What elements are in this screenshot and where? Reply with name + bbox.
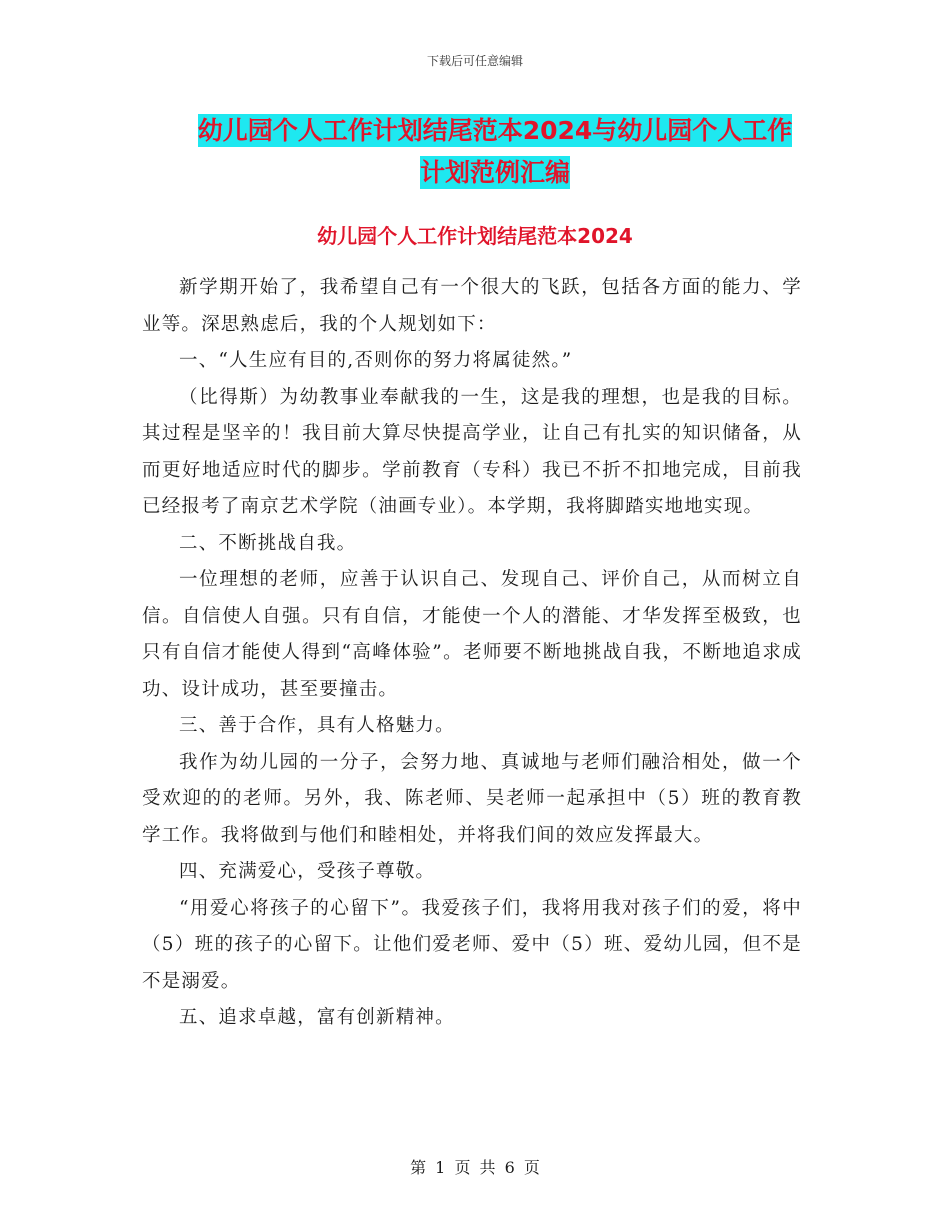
paragraph-heading-4: 四、充满爱心，受孩子尊敬。: [179, 861, 436, 882]
page-number: 第 1 页 共 6 页: [410, 1158, 540, 1177]
section-title: 幼儿园个人工作计划结尾范本2024: [317, 224, 633, 248]
document-body: [142, 270, 802, 1037]
document-title-line-1: 幼儿园个人工作计划结尾范本2024与幼儿园个人工作: [197, 116, 793, 145]
page-header-note: 下载后可任意编辑: [426, 54, 523, 68]
paragraph-heading-5: 五、追求卓越，富有创新精神。: [179, 1007, 455, 1028]
document-title-line-2: 计划范例汇编: [419, 158, 570, 187]
paragraph-heading-3: 三、善于合作，具有人格魅力。: [179, 715, 455, 736]
paragraph-heading-1: 一、“人生应有目的,否则你的努力将属徒然。”: [179, 350, 573, 371]
paragraph-body-2: 一位理想的老师，应善于认识自己、发现自己、评价自己，从而树立自信。自信使人自强。只有自信，才能使一个人的潜能、才华发挥至极致，也只有自信才能使人得到“高峰体验”。老师要不断地挑战自我，不断地追求成功、设计成功，甚至要撞击。: [142, 569, 802, 700]
paragraph-heading-2: 二、不断挑战自我。: [179, 532, 357, 554]
paragraph-intro: 新学期开始了，我希望自己有一个很大的飞跃，包括各方面的能力、学业等。深思熟虑后，我的个人规划如下：: [142, 277, 802, 335]
document-title: [150, 110, 840, 194]
paragraph-body-1: （比得斯）为幼教事业奉献我的一生，这是我的理想，也是我的目标。其过程是坚辛的！我目前大算尽快提高学业，让自己有扎实的知识储备，从而更好地适应时代的脚步。学前教育（专科）我已不折不扣地完成，目前我已经报考了南京艺术学院（油画专业）。本学期，我将脚踏实地地实现。: [142, 386, 802, 517]
paragraph-body-4: “用爱心将孩子的心留下”。我爱孩子们，我将用我对孩子们的爱，将中（5）班的孩子的心留下。让他们爱老师、爱中（5）班、爱幼儿园，但不是不是溺爱。: [142, 897, 802, 992]
paragraph-body-3: 我作为幼儿园的一分子，会努力地、真诚地与老师们融洽相处，做一个受欢迎的的老师。另外，我、陈老师、吴老师一起承担中（5）班的教育教学工作。我将做到与他们和睦相处，并将我们间的效应发挥最大。: [142, 751, 802, 846]
